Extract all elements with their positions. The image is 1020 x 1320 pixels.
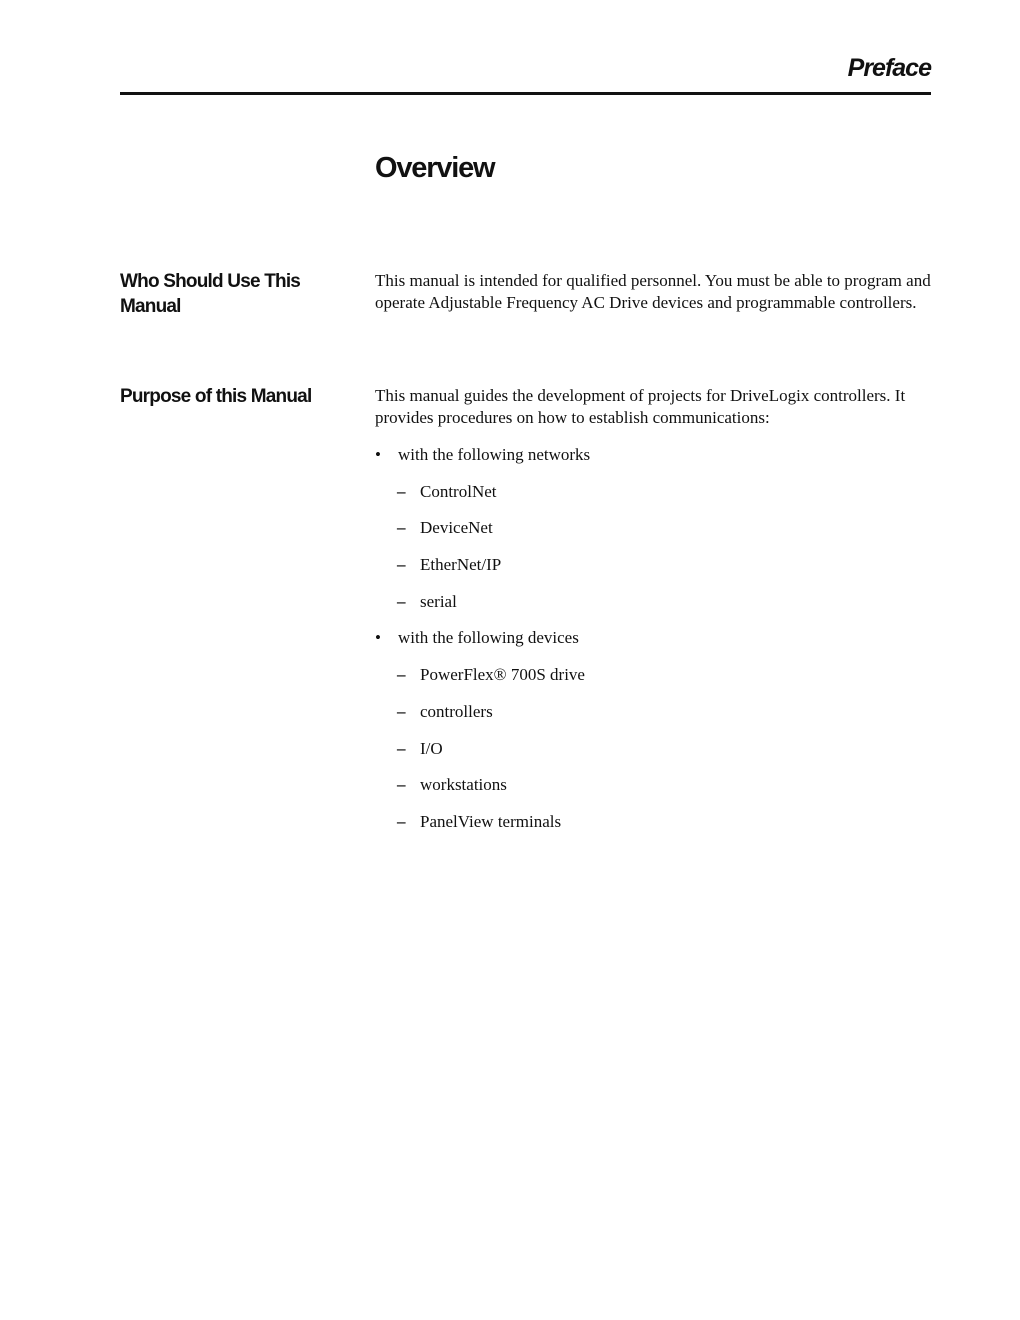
list-item: [375, 444, 935, 481]
running-head: Preface: [847, 54, 931, 82]
dash-marker: –: [397, 518, 406, 538]
dash-marker: –: [397, 811, 406, 831]
bullet-marker: •: [375, 628, 381, 648]
list-item: [375, 774, 935, 811]
list-item-text: DeviceNet: [420, 518, 493, 538]
list-item: [375, 811, 935, 848]
dash-marker: –: [397, 775, 406, 795]
list-item-text: I/O: [420, 738, 443, 758]
list-item-text: with the following networks: [398, 445, 591, 464]
list-item: [375, 664, 935, 701]
list-item: [375, 591, 935, 628]
list-item: [375, 481, 935, 518]
dash-marker: –: [397, 555, 406, 575]
section-body-who-should-use: This manual is intended for qualified personnel. You must be able to program and operate Adjustable Frequency AC Drive devices and programmable controllers.: [375, 271, 931, 312]
list-item: [375, 627, 935, 664]
dash-marker: –: [397, 665, 406, 685]
list-item-text: workstations: [420, 775, 507, 795]
dash-marker: –: [397, 701, 406, 721]
list-item-text: with the following devices: [398, 628, 579, 648]
list-item: [375, 554, 935, 591]
purpose-list: [375, 444, 935, 848]
page-title: Overview: [375, 152, 495, 184]
header-rule: [120, 92, 931, 95]
bullet-marker: •: [375, 445, 381, 464]
section-body-purpose: This manual guides the development of projects for DriveLogix controllers. It provides procedures on how to establish communications:: [375, 386, 906, 427]
list-item: [375, 517, 935, 554]
list-item-text: controllers: [420, 701, 493, 721]
dash-marker: –: [397, 738, 406, 758]
dash-marker: –: [397, 591, 406, 611]
dash-marker: –: [397, 481, 406, 501]
list-item-text: ControlNet: [420, 481, 497, 501]
list-item-text: PanelView terminals: [420, 811, 562, 831]
list-item: [375, 701, 935, 738]
list-item-text: PowerFlex® 700S drive: [420, 665, 585, 685]
list-item: [375, 738, 935, 775]
list-item-text: EtherNet/IP: [420, 555, 502, 575]
section-heading-purpose: Purpose of this Manual: [120, 386, 312, 407]
section-heading-who-should-use: Who Should Use This Manual: [120, 271, 301, 317]
list-item-text: serial: [420, 591, 457, 611]
